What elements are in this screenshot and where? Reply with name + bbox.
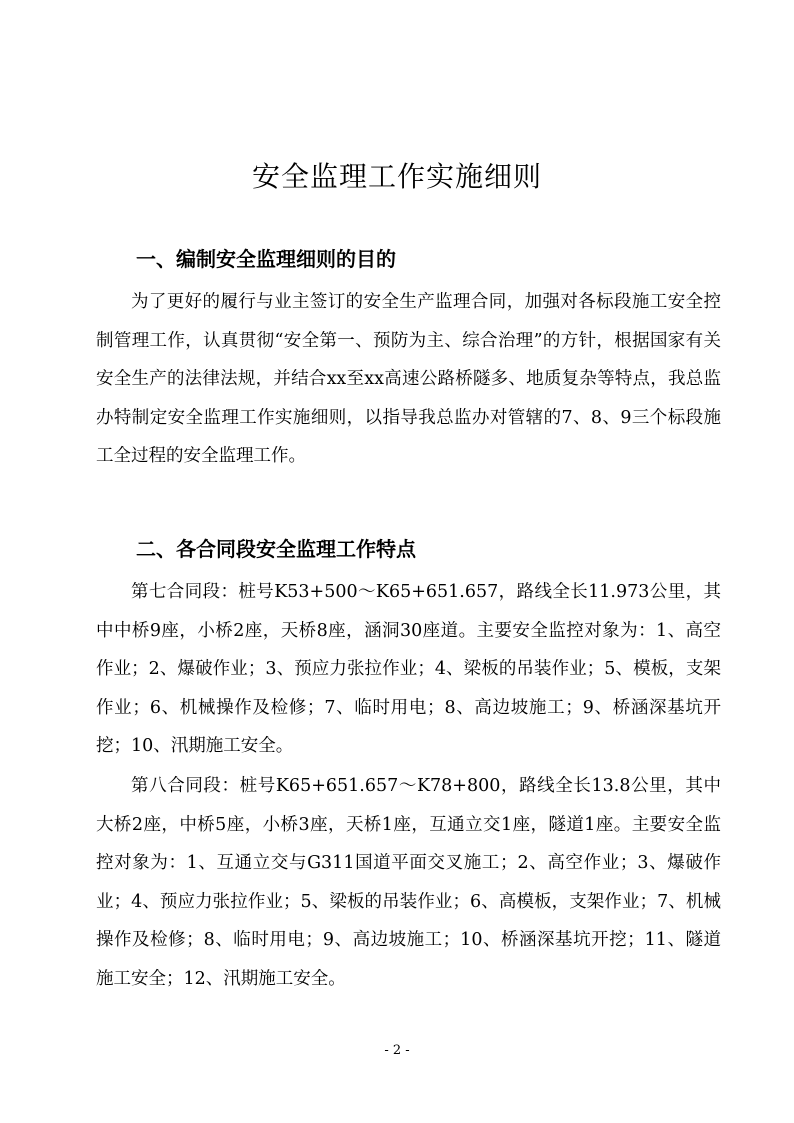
section-paragraph-contract-7: 第七合同段：桩号K53+500～K65+651.657，路线全长11.973公里，其中中桥9座，小桥2座，天桥8座，涵洞30座道。主要安全监控对象为：1、高空作业；2、爆破作业；3、预应力张拉作业；4、梁板的吊装作业；5、模板，支架作业；6、机械操作及检修；7、临时用电；8、高边坡施工；9、桥涵深基坑开挖；10、汛期施工安全。 <box>96 582 721 756</box>
section-paragraph-purpose: 为了更好的履行与业主签订的安全生产监理合同，加强对各标段施工安全控制管理工作，认真贯彻“安全第一、预防为主、综合治理”的方针，根据国家有关安全生产的法律法规，并结合xx至xx高速公路桥隧多、地质复杂等特点，我总监办特制定安全监理工作实施细则，以指导我总监办对管辖的7、8、9三个标段施工全过程的安全监理工作。 <box>96 292 721 466</box>
section-heading-purpose: 一、编制安全监理细则的目的 <box>136 247 396 271</box>
section-heading-contract-features: 二、各合同段安全监理工作特点 <box>136 537 416 561</box>
section-paragraph-contract-8: 第八合同段：桩号K65+651.657～K78+800，路线全长13.8公里，其中大桥2座，中桥5座，小桥3座，天桥1座，互通立交1座，隧道1座。主要安全监控对象为：1、互通立交与G311国道平面交叉施工；2、高空作业；3、爆破作业；4、预应力张拉作业；5、梁板的吊装作业；6、高模板，支架作业；7、机械操作及检修；8、临时用电；9、高边坡施工；10、桥涵深基坑开挖；11、隧道施工安全；12、汛期施工安全。 <box>96 776 721 989</box>
document-title: 安全监理工作实施细则 <box>251 160 542 193</box>
page-number: - 2 - <box>384 1043 410 1058</box>
